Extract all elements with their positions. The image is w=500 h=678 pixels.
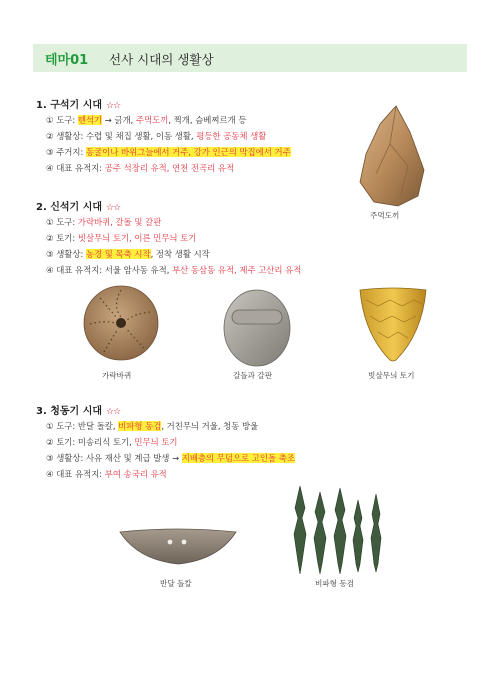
caption-semilunar-knife: 반달 돌칼 [160,579,192,588]
paleo-item-1: ① 도구: 뗀석기 → 긁개, 주먹도끼, 찍개, 슴베찌르개 등 [46,115,247,125]
importance-stars-icon: ☆☆ [106,101,121,111]
caption-lute-shaped-dagger: 비파형 동검 [315,579,355,588]
neo-item-3: ③ 생활상: 농경 및 목축 시작, 정착 생활 시작 [46,249,210,259]
section-title: 1. 구석기 시대 [36,100,103,111]
comb-pattern-pottery-image [358,286,428,362]
importance-stars-icon: ☆☆ [106,407,121,417]
caption-hand-axe: 주먹도끼 [370,211,400,220]
neo-item-4: ④ 대표 유적지: 서울 암사동 유적, 부산 동삼동 유적, 제주 고산리 유적 [46,265,302,275]
neo-item-1: ① 도구: 가락바퀴, 갈돌 및 갈판 [46,217,162,227]
neo-item-2: ② 토기: 빗살무늬 토기, 이른 민무늬 토기 [46,233,197,243]
lute-shaped-bronze-dagger-image [290,484,386,576]
theme-number: 테마01 [45,53,89,68]
section-heading-bronze-age [36,402,120,417]
caption-spindle-whorl: 가락바퀴 [102,371,132,380]
bronze-item-4: ④ 대표 유적지: 부여 송국리 유적 [46,469,167,479]
caption-grinding-stone: 갈돌과 갈판 [233,371,273,380]
caption-comb-pattern-pottery: 빗살무늬 토기 [368,371,415,380]
section-heading-neolithic [36,198,120,213]
paleo-item-3: ③ 주거지: 동굴이나 바위그늘에서 거주, 강가 인근의 막집에서 거주 [46,147,291,157]
paleo-item-4: ④ 대표 유적지: 공주 석장리 유적, 연천 전곡리 유적 [46,163,235,173]
theme-header [33,44,467,72]
theme-title: 선사 시대의 생활상 [109,52,214,67]
bronze-item-3: ③ 생활상: 사유 재산 및 계급 발생 → 지배층의 무덤으로 고인돌 축조 [46,453,295,463]
section-title: 2. 신석기 시대 [36,202,103,213]
spindle-whorl-image [82,284,160,362]
importance-stars-icon: ☆☆ [106,203,121,213]
grinding-stone-image [222,280,292,368]
section-heading-paleolithic [36,96,120,111]
paleo-item-2: ② 생활상: 수렵 및 채집 생활, 이동 생활, 평등한 공동체 생활 [46,131,267,141]
bronze-item-2: ② 토기: 미송리식 토기, 민무늬 토기 [46,437,178,447]
section-title: 3. 청동기 시대 [36,406,103,417]
bronze-item-1: ① 도구: 반달 돌칼, 비파형 동검, 거친무늬 거울, 청동 방울 [46,421,259,431]
hand-axe-image [356,104,428,208]
semilunar-stone-knife-image [118,526,238,566]
